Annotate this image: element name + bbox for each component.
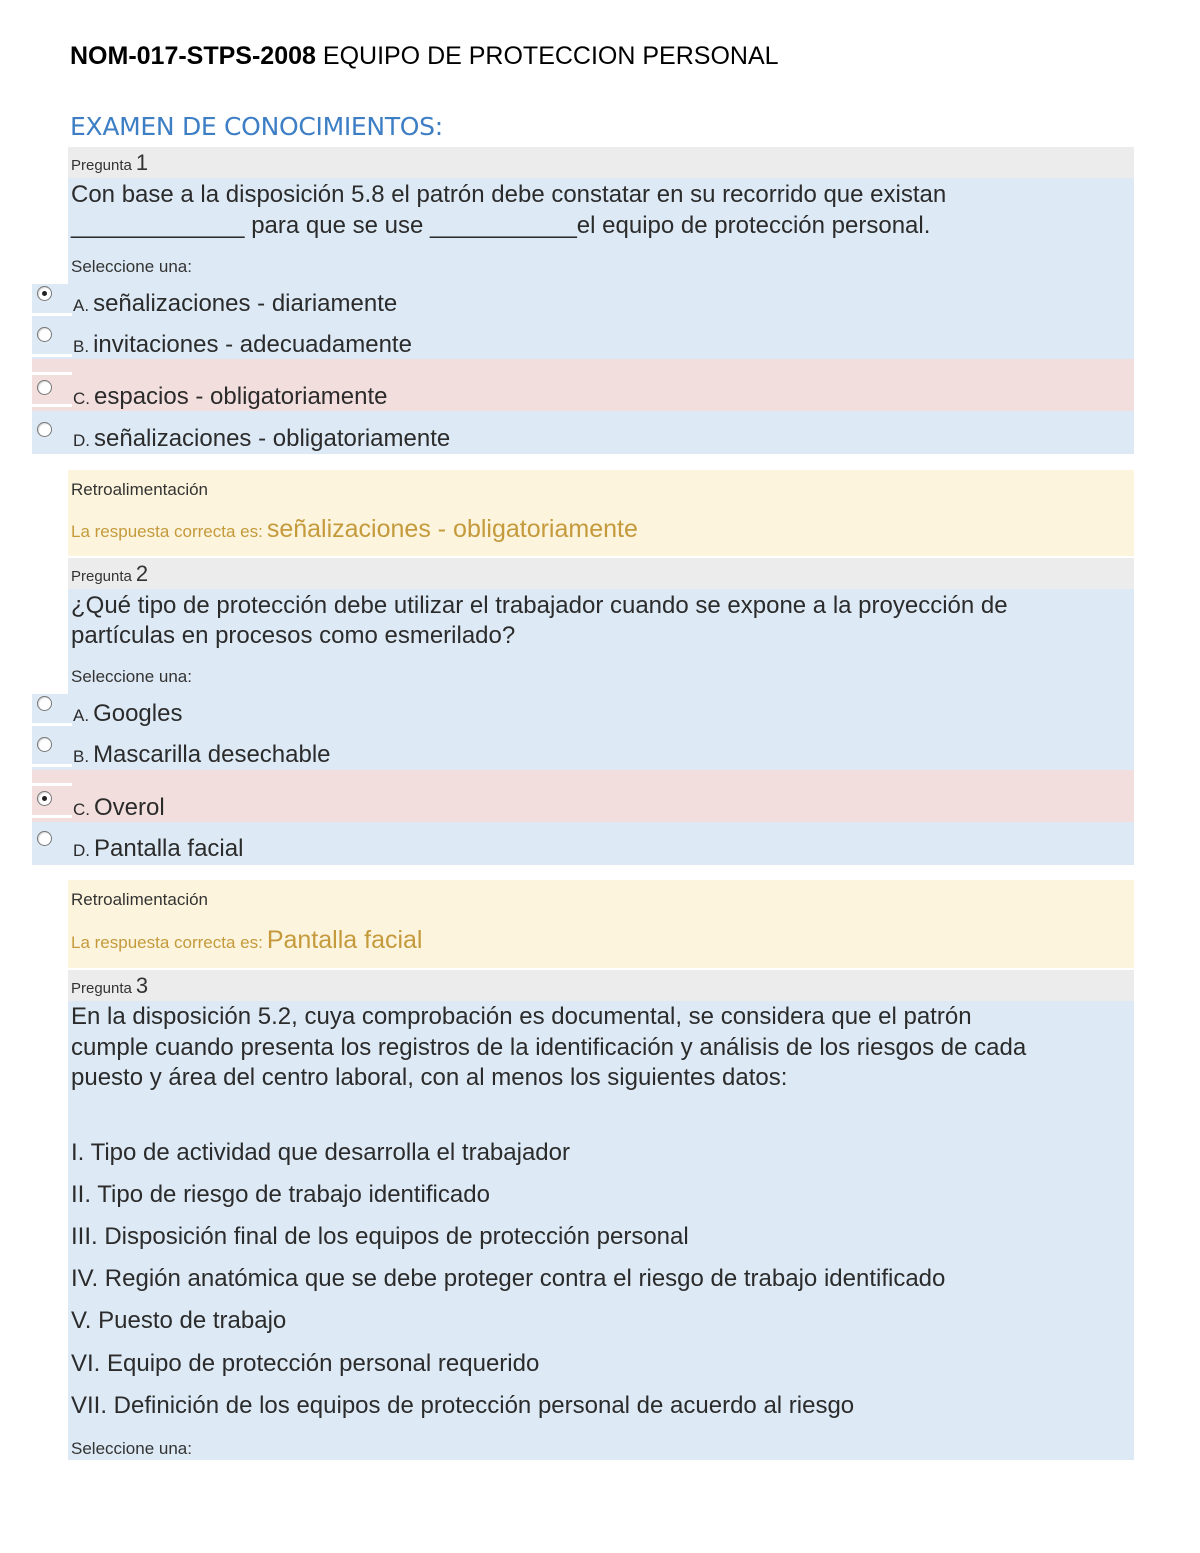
question-label: Pregunta 3 xyxy=(71,973,149,998)
question-text-line: partículas en procesos como esmerilado? xyxy=(71,622,516,649)
question-number: 1 xyxy=(135,150,149,175)
question-2-body xyxy=(68,589,1134,694)
question-text-line: cumple cuando presenta los registros de la identificación y análisis de los riesgos de cada xyxy=(71,1034,1027,1061)
question-3-body xyxy=(68,1001,1134,1460)
question-text-line: _____________ para que se use ___________el equipo de protección personal. xyxy=(71,212,931,239)
question-number: 3 xyxy=(135,973,149,998)
question-text-line: ¿Qué tipo de protección debe utilizar el trabajador cuando se expone a la proyección de xyxy=(71,592,1008,619)
radio-button[interactable] xyxy=(37,327,52,342)
radio-button[interactable] xyxy=(37,831,52,846)
option-label: B. invitaciones - adecuadamente xyxy=(73,331,412,358)
exam-heading: EXAMEN DE CONOCIMIENTOS: xyxy=(70,112,443,141)
feedback-panel-q2 xyxy=(68,880,1134,968)
criteria-item: III. Disposición final de los equipos de protección personal xyxy=(71,1223,689,1250)
question-3-header xyxy=(68,970,1134,1001)
radio-button-checked[interactable] xyxy=(37,791,52,806)
option-row-q2-a[interactable] xyxy=(32,694,1134,735)
select-one-label: Seleccione una: xyxy=(71,1439,192,1458)
option-row-q1-d[interactable] xyxy=(32,411,1134,454)
feedback-title: Retroalimentación xyxy=(71,480,209,499)
document-title-code: NOM-017-STPS-2008 xyxy=(70,42,316,70)
criteria-item: I. Tipo de actividad que desarrolla el trabajador xyxy=(71,1139,570,1166)
option-label: D. señalizaciones - obligatoriamente xyxy=(73,425,451,452)
option-label: D. Pantalla facial xyxy=(73,835,244,862)
radio-button[interactable] xyxy=(37,696,52,711)
select-one-label: Seleccione una: xyxy=(71,667,192,686)
question-1-header xyxy=(68,147,1134,178)
document-title xyxy=(70,42,779,71)
question-text-line: Con base a la disposición 5.8 el patrón debe constatar en su recorrido que existan xyxy=(71,181,947,208)
radio-button[interactable] xyxy=(37,422,52,437)
document-title-rest: EQUIPO DE PROTECCION PERSONAL xyxy=(322,42,779,70)
question-1-body xyxy=(68,178,1134,284)
option-label: C. Overol xyxy=(73,794,165,821)
option-row-q2-d[interactable] xyxy=(32,822,1134,865)
criteria-item: IV. Región anatómica que se debe proteger contra el riesgo de trabajo identificado xyxy=(71,1265,946,1292)
option-label: B. Mascarilla desechable xyxy=(73,741,331,768)
question-number: 2 xyxy=(135,561,149,586)
criteria-item: V. Puesto de trabajo xyxy=(71,1307,287,1334)
question-text-line: puesto y área del centro laboral, con al menos los siguientes datos: xyxy=(71,1064,788,1091)
criteria-item: II. Tipo de riesgo de trabajo identificado xyxy=(71,1181,490,1208)
correct-answer: La respuesta correcta es: Pantalla facial xyxy=(71,926,423,954)
radio-button[interactable] xyxy=(37,380,52,395)
question-2-header xyxy=(68,558,1134,589)
question-label: Pregunta 2 xyxy=(71,561,149,586)
option-row-q1-b[interactable] xyxy=(32,325,1134,359)
radio-button[interactable] xyxy=(37,737,52,752)
correct-answer: La respuesta correcta es: señalizaciones - obligatoriamente xyxy=(71,515,638,543)
option-label: A. señalizaciones - diariamente xyxy=(73,290,398,317)
question-label: Pregunta 1 xyxy=(71,150,149,175)
option-row-q2-c[interactable] xyxy=(32,770,1134,822)
select-one-label: Seleccione una: xyxy=(71,257,192,276)
option-row-q1-a[interactable] xyxy=(32,284,1134,325)
option-row-q1-c[interactable] xyxy=(32,359,1134,411)
option-label: A. Googles xyxy=(73,700,183,727)
criteria-item: VII. Definición de los equipos de protección personal de acuerdo al riesgo xyxy=(71,1392,855,1419)
feedback-title: Retroalimentación xyxy=(71,890,209,909)
feedback-panel-q1 xyxy=(68,470,1134,556)
radio-button-checked[interactable] xyxy=(37,286,52,301)
option-row-q2-b[interactable] xyxy=(32,735,1134,770)
criteria-item: VI. Equipo de protección personal requerido xyxy=(71,1350,540,1377)
option-label: C. espacios - obligatoriamente xyxy=(73,383,388,410)
question-text-line: En la disposición 5.2, cuya comprobación es documental, se considera que el patrón xyxy=(71,1003,972,1030)
